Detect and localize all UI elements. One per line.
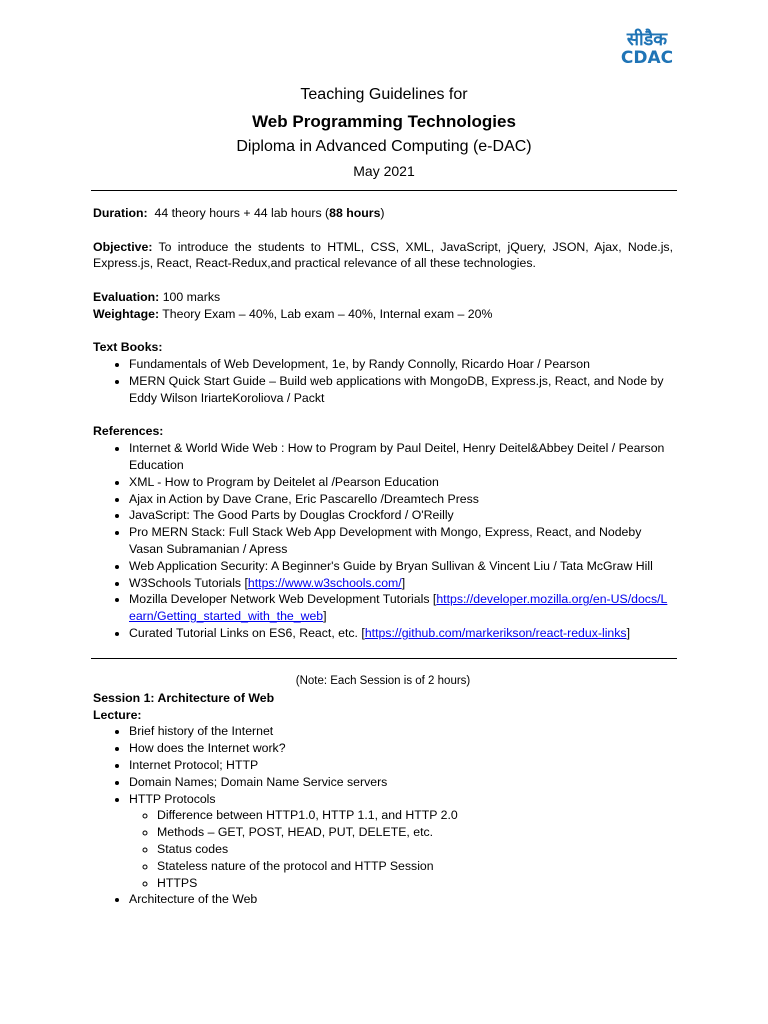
list-item: • Internet Protocol; HTTP (129, 757, 673, 774)
weightage-label: Weightage: (93, 306, 160, 321)
curated-text: Curated Tutorial Links on ES6, React, etc. [ (129, 625, 365, 640)
list-item (129, 591, 673, 625)
document-title: Web Programming Technologies (252, 112, 516, 131)
list-item: • Architecture of the Web (129, 891, 673, 908)
list-item: • MERN Quick Start Guide – Build web applications with MongoDB, Express.js, React, and Node by Eddy Wilson IriarteKoroliova / Packt (129, 373, 673, 407)
list-item: • Fundamentals of Web Development, 1e, by Randy Connolly, Ricardo Hoar / Pearson (129, 356, 673, 373)
duration-total: 88 hours (329, 206, 381, 220)
evaluation-text: 100 marks (162, 289, 221, 304)
cdac-logo (612, 30, 682, 66)
program-name: Diploma in Advanced Computing (e-DAC) (236, 138, 532, 155)
http-sublist (129, 807, 673, 891)
w3schools-text: W3Schools Tutorials [ (129, 575, 248, 590)
objective-label: Objective: (93, 239, 153, 254)
duration-close: ) (380, 206, 385, 220)
lecture-label: Lecture: (93, 707, 142, 722)
sub-list-item: ◦ Difference between HTTP1.0, HTTP 1.1, and HTTP 2.0 (157, 807, 673, 824)
document-date: May 2021 (353, 163, 415, 179)
document-body (93, 205, 673, 642)
weightage-line (93, 306, 673, 323)
w3schools-close: ] (401, 575, 406, 590)
session-section (93, 673, 673, 908)
sub-list-item: ◦ HTTPS (157, 875, 673, 892)
list-item: • Web Application Security: A Beginner's Guide by Bryan Sullivan & Vincent Liu / Tata McGraw Hill (129, 558, 673, 575)
text-books-heading: Text Books: (93, 340, 163, 355)
evaluation-label: Evaluation: (93, 289, 160, 304)
curated-link[interactable]: https://github.com/markerikson/react-redux-links (364, 625, 627, 640)
objective-paragraph (93, 239, 673, 273)
logo-hindi-text: सीडैक (626, 29, 668, 50)
duration-line (93, 205, 673, 222)
w3schools-link[interactable]: https://www.w3schools.com/ (247, 575, 402, 590)
mdn-close: ] (323, 609, 327, 624)
text-books-list (93, 356, 673, 406)
sub-list-item: ◦ Status codes (157, 841, 673, 858)
list-item (129, 575, 673, 592)
sub-list-item: ◦ Methods – GET, POST, HEAD, PUT, DELETE, etc. (157, 824, 673, 841)
references-divider (91, 658, 677, 659)
list-item (129, 625, 673, 642)
evaluation-line (93, 289, 673, 306)
session1-list (93, 723, 673, 908)
list-item: • Ajax in Action by Dave Crane, Eric Pascarello /Dreamtech Press (129, 491, 673, 508)
list-item: • Internet & World Wide Web : How to Program by Paul Deitel, Henry Deitel&Abbey Deitel / Pearson Education (129, 440, 673, 474)
duration-label: Duration: (93, 206, 148, 220)
curated-close: ] (626, 625, 630, 640)
references-list (93, 440, 673, 642)
mdn-text: Mozilla Developer Network Web Development Tutorials [ (129, 592, 437, 607)
weightage-text: Theory Exam – 40%, Lab exam – 40%, Internal exam – 20% (162, 306, 493, 321)
references-heading: References: (93, 424, 164, 439)
list-item: • Brief history of the Internet (129, 723, 673, 740)
list-item: • How does the Internet work? (129, 740, 673, 757)
list-item: • XML - How to Program by Deitelet al /Pearson Education (129, 474, 673, 491)
session-note: (Note: Each Session is of 2 hours) (295, 675, 471, 687)
list-item: • Domain Names; Domain Name Service servers (129, 774, 673, 791)
objective-text: To introduce the students to HTML, CSS, XML, JavaScript, jQuery, JSON, Ajax, Node.js, Express.js, React, React-Redux,and practical relevance of all these technologies. (93, 239, 673, 271)
sub-list-item: ◦ Stateless nature of the protocol and HTTP Session (157, 858, 673, 875)
session1-title: Session 1: Architecture of Web (93, 690, 275, 705)
list-item: • JavaScript: The Good Parts by Douglas Crockford / O'Reilly (129, 507, 673, 524)
list-item: • Pro MERN Stack: Full Stack Web App Development with Mongo, Express, React, and Nodeby Vasan Subramanian / Apress (129, 524, 673, 558)
header-divider (91, 190, 677, 191)
header-line1: Teaching Guidelines for (300, 86, 468, 103)
http-protocols-label: HTTP Protocols (129, 791, 216, 806)
logo-english-text: CDAC (620, 48, 674, 68)
mdn-link[interactable]: https://developer.mozilla.org/en-US/docs/Learn/Getting_started_with_the_web (129, 592, 668, 624)
duration-text: 44 theory hours + 44 lab hours ( (154, 206, 330, 220)
list-item (129, 791, 673, 892)
